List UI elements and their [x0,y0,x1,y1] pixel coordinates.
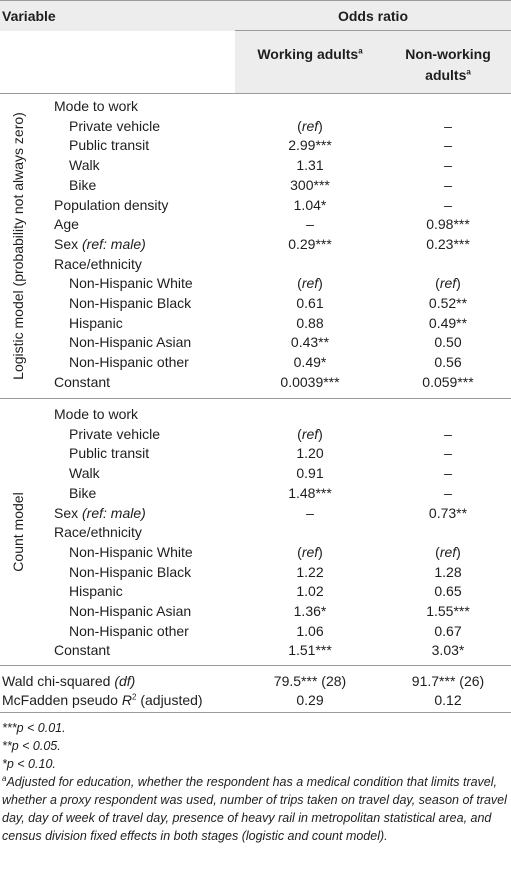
logistic-working-value: – [306,216,314,232]
logistic-row-label: Non-Hispanic Asian [69,334,192,350]
count-row-label: Non-Hispanic Black [69,564,192,580]
table-notes [2,712,510,845]
count-working-value: 1.48*** [288,485,332,501]
logistic-working-value: 1.31 [296,157,324,173]
logistic-non-working-value: 0.52** [428,295,468,311]
logistic-row-label: Non-Hispanic other [69,354,189,370]
count-non-working-value: 0.73** [428,505,468,521]
count-row-label: Hispanic [69,583,123,599]
count-row-label: Non-Hispanic White [69,544,193,560]
mcfadden-working: 0.29 [296,692,324,708]
logistic-working-value: 300*** [290,177,330,193]
logistic-working-value: (ref) [297,275,323,291]
count-non-working-value: – [444,445,452,461]
logistic-working-value: 2.99*** [288,137,332,153]
logistic-working-value: 0.29*** [288,236,332,252]
header-bottom-rule [0,93,511,94]
subheader-band [235,30,511,94]
count-non-working-value: 3.03* [431,642,465,658]
logistic-working-value: 0.49* [293,354,327,370]
odds-ratio-header: Odds ratio [337,8,408,24]
logistic-working-value: (ref) [297,118,323,134]
logistic-non-working-value: – [444,177,452,193]
count-row-label: Public transit [69,445,150,461]
mcfadden-non-working: 0.12 [434,692,462,708]
count-working-value: 1.36* [293,603,327,619]
logistic-side-label: Logistic model (probability not always zero) [10,112,26,380]
count-non-working-value: 1.55*** [426,603,470,619]
count-row-label: Non-Hispanic other [69,623,189,639]
working-adults-header: Working adults$^a$ [257,46,363,62]
count-non-working-value: 0.67 [434,623,462,639]
logistic-row-label: Population density [54,197,169,213]
section-divider-rule [0,398,511,399]
logistic-working-value: 0.0039*** [280,374,340,390]
logistic-working-value: 0.61 [296,295,324,311]
count-side-label: Count model [10,492,26,572]
logistic-row-label: Non-Hispanic Black [69,295,192,311]
count-non-working-value: – [444,426,452,442]
logistic-non-working-value: 0.56 [434,354,462,370]
logistic-row-label: Walk [69,157,100,173]
mcfadden-label: McFadden pseudo $R^2$ (adjusted) [2,692,203,708]
logistic-non-working-value: 0.49** [428,315,468,331]
non-working-adults-header: Non-working [405,46,491,62]
count-non-working-value: 1.28 [434,564,462,580]
count-non-working-value: – [444,465,452,481]
odds-ratio-rule [235,30,511,31]
logistic-row-label: Race/ethnicity [54,256,142,272]
logistic-non-working-value: – [444,157,452,173]
logistic-working-value: 1.04* [293,197,327,213]
logistic-non-working-value: 0.98*** [426,216,470,232]
count-working-value: 0.91 [296,465,324,481]
count-non-working-value: – [444,485,452,501]
logistic-row-label: Age [54,216,79,232]
count-row-label: Race/ethnicity [54,524,142,540]
logistic-row-label: Bike [69,177,97,193]
count-working-value: 1.22 [296,564,324,580]
count-working-value: 1.20 [296,445,324,461]
non-working-adults-header-line2: adults$^a$ [425,67,471,83]
logistic-non-working-value: 0.50 [434,334,462,350]
logistic-row-label: Hispanic [69,315,123,331]
logistic-non-working-value: – [444,197,452,213]
logistic-row-label: Public transit [69,137,150,153]
logistic-non-working-value: 0.23*** [426,236,470,252]
count-working-value: (ref) [297,426,323,442]
logistic-non-working-value: 0.059*** [422,374,474,390]
note-p010: *p < 0.10. [2,757,56,771]
count-row-label: Sex (ref: male) [54,505,146,521]
count-row-label: Private vehicle [69,426,161,442]
note-p001: ***p < 0.01. [2,721,66,735]
count-row-label: Non-Hispanic Asian [69,603,192,619]
logistic-non-working-value: – [444,137,452,153]
wald-working: 79.5*** (28) [273,673,347,689]
fit-divider-rule [0,665,511,666]
logistic-non-working-value: (ref) [435,275,461,291]
logistic-working-value: 0.43** [290,334,330,350]
logistic-row-label: Constant [54,374,111,390]
variable-header: Variable [2,8,56,24]
count-working-value: – [306,505,314,521]
footnote-a: $^a$Adjusted for education, whether the respondent has a medical condition that limits travel, whether a proxy respondent was used, number of trips taken on travel day, season of travel day, day of week of travel day, presence of heavy rail in metropolitan statistical area, and census division fixed effects in both stages (logistic and count model). [2,773,507,843]
count-row-label: Walk [69,465,100,481]
count-row-label: Bike [69,485,97,501]
count-row-label: Constant [54,642,111,658]
count-working-value: (ref) [297,544,323,560]
logistic-non-working-value: – [444,118,452,134]
logistic-row-label: Mode to work [54,98,139,114]
logistic-row-label: Private vehicle [69,118,161,134]
count-non-working-value: (ref) [435,544,461,560]
count-non-working-value: 0.65 [434,583,462,599]
count-row-label: Mode to work [54,406,139,422]
count-working-value: 1.51*** [288,642,332,658]
wald-label: Wald chi-squared (df) [2,673,136,689]
wald-non-working: 91.7*** (26) [411,673,485,689]
count-working-value: 1.02 [296,583,324,599]
note-p005: **p < 0.05. [2,739,61,753]
logistic-row-label: Sex (ref: male) [54,236,146,252]
logistic-row-label: Non-Hispanic White [69,275,193,291]
count-working-value: 1.06 [296,623,324,639]
logistic-working-value: 0.88 [296,315,324,331]
